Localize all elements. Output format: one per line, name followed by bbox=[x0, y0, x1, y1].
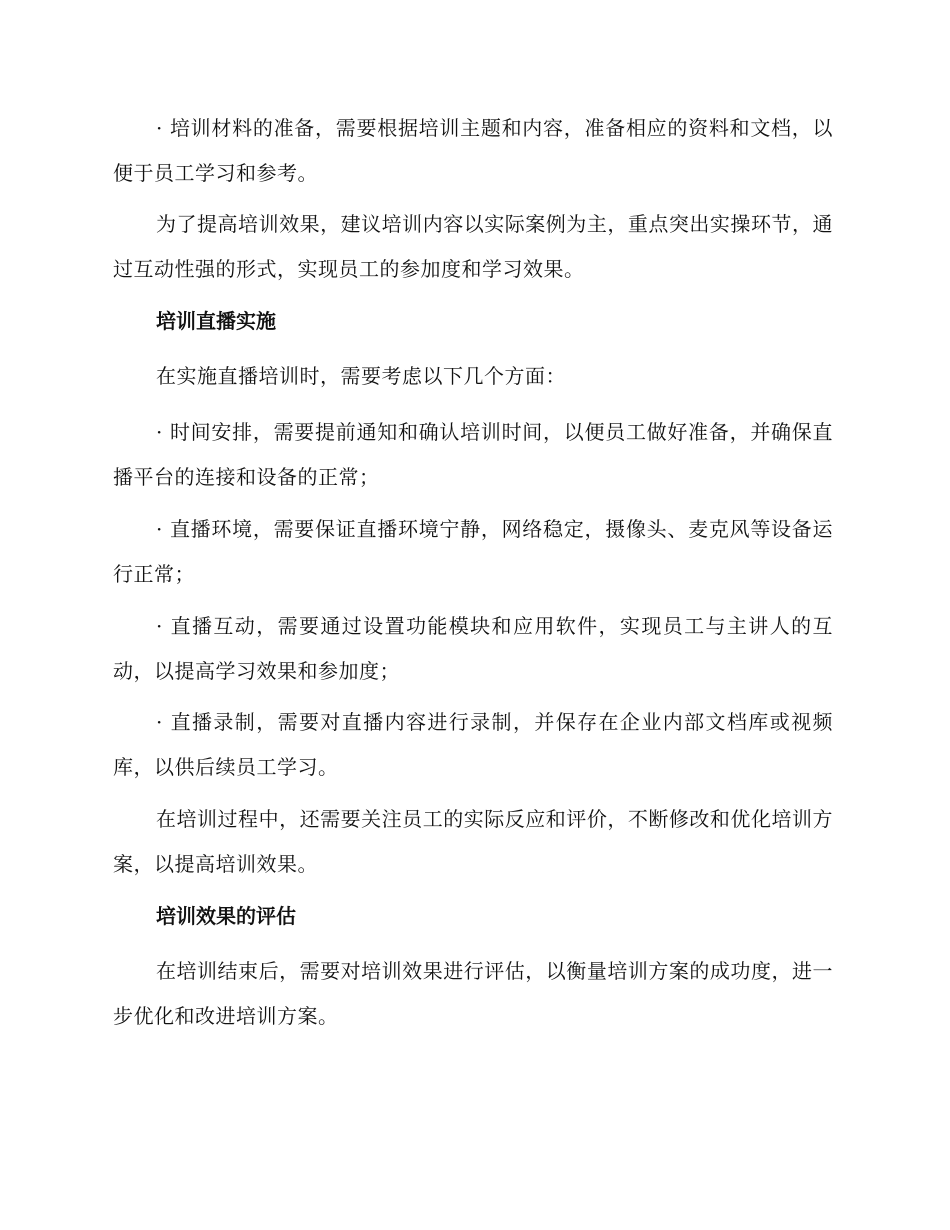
heading-live-implementation: 培训直播实施 bbox=[156, 309, 276, 333]
paragraph-evaluation: 在培训结束后，需要对培训效果进行评估，以衡量培训方案的成功度，进一步优化和改进培训方案。 bbox=[113, 959, 833, 1028]
paragraph-implementation-intro: 在实施直播培训时，需要考虑以下几个方面： bbox=[156, 364, 566, 388]
paragraph-live-environment: · 直播环境，需要保证直播环境宁静，网络稳定，摄像头、麦克风等设备运行正常； bbox=[113, 517, 833, 586]
paragraph-improve-effect: 为了提高培训效果，建议培训内容以实际案例为主，重点突出实操环节，通过互动性强的形式，实现员工的参加度和学习效果。 bbox=[113, 212, 833, 281]
paragraph-live-recording: · 直播录制，需要对直播内容进行录制，并保存在企业内部文档库或视频库，以供后续员工学习。 bbox=[113, 710, 833, 779]
paragraph-time-arrangement: · 时间安排，需要提前通知和确认培训时间，以便员工做好准备，并确保直播平台的连接和设备的正常； bbox=[113, 420, 833, 489]
paragraph-training-process: 在培训过程中，还需要关注员工的实际反应和评价，不断修改和优化培训方案，以提高培训效果。 bbox=[113, 807, 833, 876]
paragraph-training-materials: · 培训材料的准备，需要根据培训主题和内容，准备相应的资料和文档，以便于员工学习和参考。 bbox=[113, 116, 833, 185]
heading-effect-evaluation: 培训效果的评估 bbox=[156, 904, 296, 928]
paragraph-live-interaction: · 直播互动，需要通过设置功能模块和应用软件，实现员工与主讲人的互动，以提高学习效果和参加度； bbox=[113, 614, 833, 683]
